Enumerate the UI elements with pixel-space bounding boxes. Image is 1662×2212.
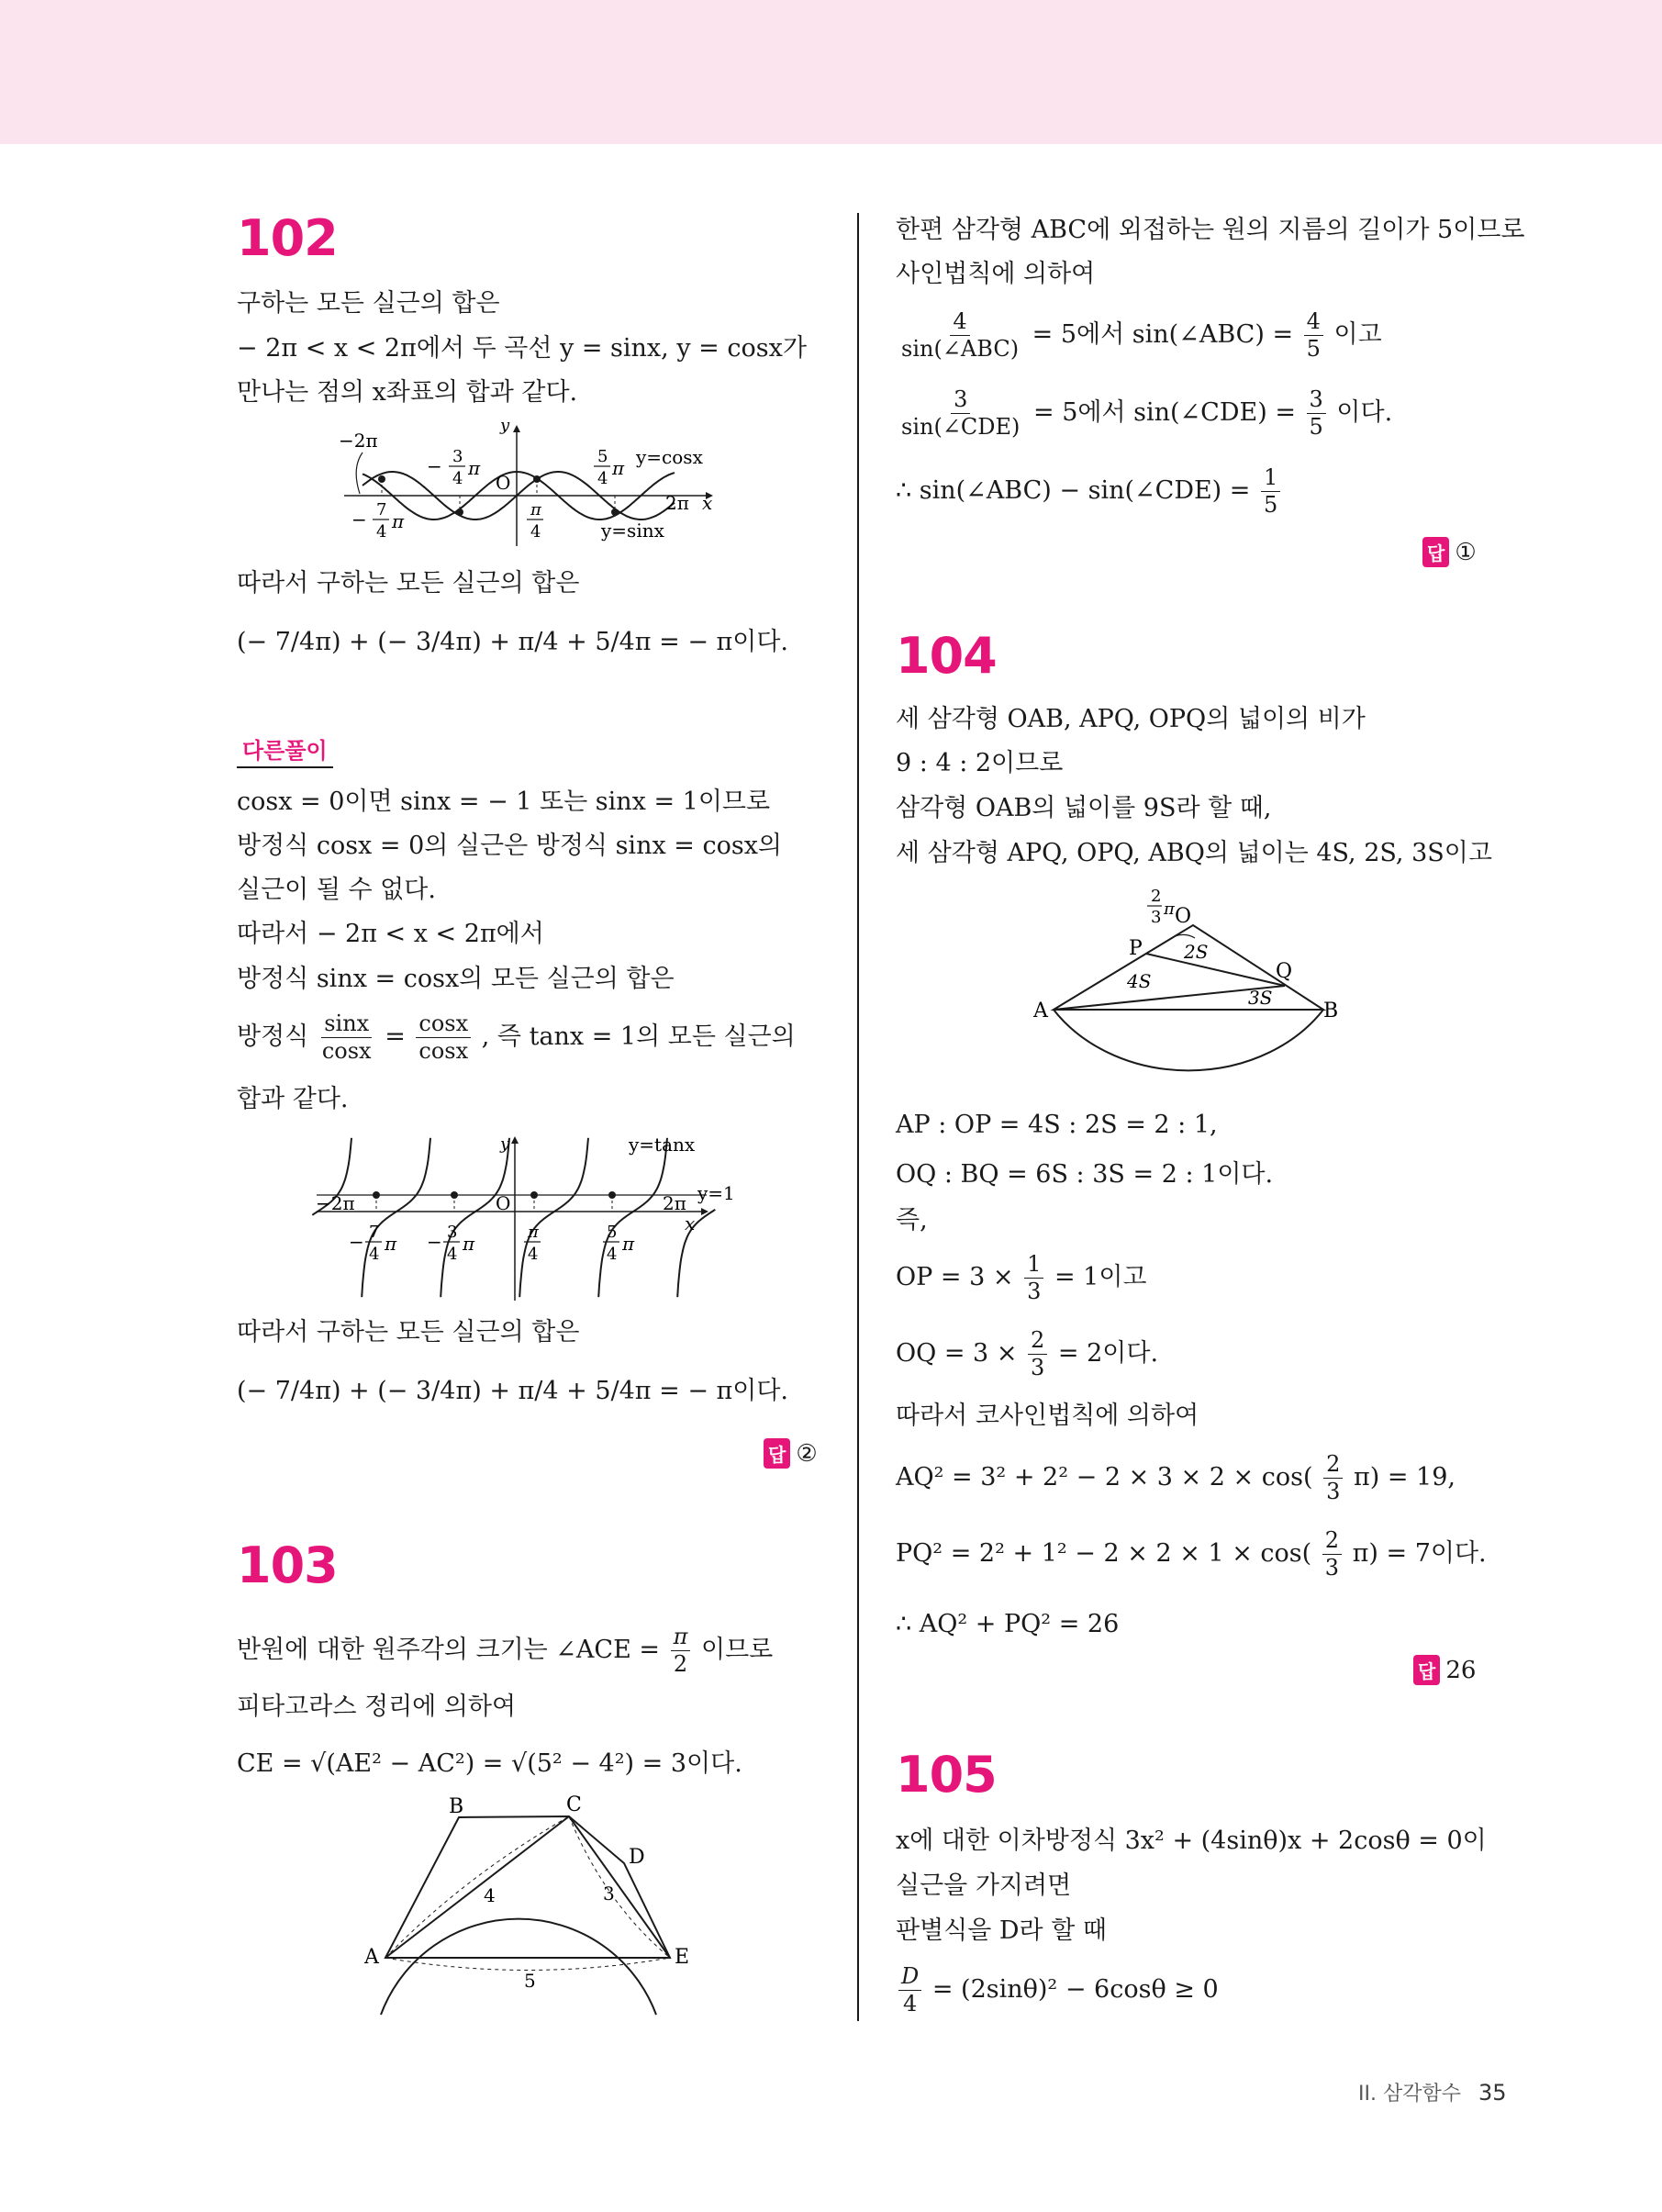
p104-line-4: 세 삼각형 APQ, OPQ, ABQ의 넓이는 4S, 2S, 3S이고 bbox=[896, 839, 1492, 867]
tan-graph bbox=[312, 1131, 753, 1305]
semicircle-arc bbox=[1054, 1010, 1323, 1070]
svg-text:−: − bbox=[427, 455, 442, 477]
y-axis-arrow bbox=[513, 425, 520, 432]
p102-line-1: 구하는 모든 실근의 합은 bbox=[237, 289, 500, 318]
alt-line-1: cosx = 0이면 sinx = − 1 또는 sinx = 1이므로 bbox=[237, 788, 771, 816]
p104-line-3: 삼각형 OAB의 넓이를 9S라 할 때, bbox=[896, 794, 1272, 822]
vertex-E: E bbox=[675, 1946, 690, 1969]
answer-badge: 답 bbox=[1413, 1655, 1440, 1685]
tan-branch bbox=[519, 1138, 588, 1297]
p104-line-1: 세 삼각형 OAB, APQ, OPQ의 넓이의 비가 bbox=[896, 705, 1366, 733]
svg-text:4: 4 bbox=[369, 1245, 380, 1264]
answer-value: ② bbox=[796, 1439, 818, 1468]
svg-text:4: 4 bbox=[528, 1245, 539, 1264]
p103-right-line-5: ∴ sin(∠ABC) − sin(∠CDE) = $\frac{1}{5}$ bbox=[896, 464, 1283, 519]
point-A: A bbox=[1033, 1000, 1048, 1022]
p104-line-8: OP = 3 × $\frac{1}{3}$ = 1이고 bbox=[896, 1250, 1147, 1304]
svg-text:π: π bbox=[622, 1233, 635, 1255]
point-P: P bbox=[1129, 937, 1143, 960]
y-1-label: y=1 bbox=[697, 1182, 735, 1204]
alt-line-5: 방정식 sinx = cosx의 모든 실근의 합은 bbox=[237, 965, 675, 993]
x-axis-label: x bbox=[702, 492, 713, 514]
answer-badge: 답 bbox=[1422, 537, 1449, 567]
origin-label: O bbox=[496, 472, 511, 494]
area-3S: 3S bbox=[1248, 987, 1273, 1009]
p103-line-3: CE = √(AE² − AC²) = √(5² − 4²) = 3이다. bbox=[237, 1749, 742, 1778]
answer-value: ① bbox=[1455, 538, 1477, 566]
tan-branch bbox=[677, 1210, 715, 1297]
y-sin-label: y=sinx bbox=[601, 519, 664, 542]
svg-text:4: 4 bbox=[597, 469, 608, 488]
point-Q: Q bbox=[1276, 960, 1293, 983]
svg-text:5: 5 bbox=[597, 447, 608, 466]
p104-line-13: ∴ AQ² + PQ² = 26 bbox=[896, 1610, 1120, 1638]
alt-line-4: 따라서 − 2π < x < 2π에서 bbox=[237, 920, 544, 948]
chapter-label: II. 삼각함수 bbox=[1358, 2083, 1461, 2106]
svg-text:4: 4 bbox=[376, 522, 387, 542]
tan-branch bbox=[362, 1138, 430, 1297]
svg-text:π: π bbox=[1164, 899, 1175, 919]
svg-text:−2π: −2π bbox=[316, 1192, 355, 1214]
p104-line-5: AP : OP = 4S : 2S = 2 : 1, bbox=[896, 1111, 1218, 1139]
area-2S: 2S bbox=[1184, 941, 1209, 963]
vertex-A: A bbox=[364, 1946, 379, 1969]
alt-line-3: 실근이 될 수 없다. bbox=[237, 876, 436, 904]
svg-text:7: 7 bbox=[369, 1223, 380, 1242]
answer-102 bbox=[764, 1438, 818, 1469]
svg-text:3: 3 bbox=[447, 1223, 458, 1242]
svg-text:−: − bbox=[427, 1231, 442, 1253]
alt-line-8: 따라서 구하는 모든 실근의 합은 bbox=[237, 1318, 580, 1346]
length-3: 3 bbox=[603, 1882, 615, 1905]
answer-104 bbox=[1413, 1655, 1476, 1685]
tan-branch bbox=[441, 1138, 509, 1297]
p104-line-6: OQ : BQ = 6S : 3S = 2 : 1이다. bbox=[896, 1160, 1274, 1189]
p105-line-4: $\frac{D}{4}$ = (2sinθ)² − 6cosθ ≥ 0 bbox=[896, 1962, 1219, 2017]
svg-text:4: 4 bbox=[447, 1245, 458, 1264]
svg-text:−: − bbox=[351, 508, 367, 531]
y-axis-label: y bbox=[500, 416, 510, 435]
p105-line-3: 판별식을 D라 할 때 bbox=[896, 1916, 1107, 1945]
column-divider bbox=[857, 213, 859, 2021]
p105-line-2: 실근을 가지려면 bbox=[896, 1871, 1072, 1900]
svg-text:π: π bbox=[528, 1223, 539, 1242]
svg-text:π: π bbox=[468, 457, 481, 479]
length-4: 4 bbox=[484, 1884, 496, 1906]
problem-number-104: 104 bbox=[896, 627, 997, 685]
alt-line-6: 방정식 $\frac{\sin x}{\cos x}$ = $\frac{\cos x}{\cos x}$ , 즉 tanx = 1의 모든 실근의 bbox=[237, 1010, 796, 1064]
svg-text:π: π bbox=[385, 1233, 397, 1255]
point-O: O bbox=[1175, 905, 1192, 928]
label-minus-2pi: −2π bbox=[339, 430, 378, 452]
answer-103 bbox=[1422, 537, 1477, 567]
y-cos-label: y=cosx bbox=[636, 446, 703, 468]
svg-text:π: π bbox=[392, 510, 405, 532]
problem-number-103: 103 bbox=[237, 1536, 338, 1594]
p104-line-2: 9 : 4 : 2이므로 bbox=[896, 749, 1064, 777]
problem-number-105: 105 bbox=[896, 1746, 997, 1804]
p105-line-1: x에 대한 이차방정식 3x² + (4sinθ)x + 2cosθ = 0이 bbox=[896, 1827, 1487, 1855]
p103-line-2: 피타고라스 정리에 의하여 bbox=[237, 1693, 517, 1721]
svg-text:2π: 2π bbox=[663, 1192, 686, 1214]
length-5: 5 bbox=[524, 1970, 536, 1992]
svg-text:x: x bbox=[685, 1212, 696, 1234]
answer-badge: 답 bbox=[764, 1438, 790, 1469]
svg-text:2π: 2π bbox=[665, 492, 689, 514]
p104-line-7: 즉, bbox=[896, 1206, 928, 1234]
page-footer bbox=[1358, 2078, 1507, 2106]
sin-cos-graph bbox=[335, 418, 730, 551]
y-tan-label: y=tanx bbox=[629, 1134, 696, 1156]
tan-branch bbox=[598, 1138, 667, 1297]
svg-text:4: 4 bbox=[607, 1245, 618, 1264]
circle-figure-103 bbox=[363, 1793, 690, 2019]
p102-line-2: − 2π < x < 2π에서 두 곡선 y = sinx, y = cosx가 bbox=[237, 334, 807, 363]
problem-number-102: 102 bbox=[237, 209, 338, 267]
svg-text:3: 3 bbox=[1151, 908, 1162, 927]
vertex-D: D bbox=[629, 1846, 645, 1869]
triangle-figure-104 bbox=[1028, 881, 1349, 1094]
alt-line-2: 방정식 cosx = 0의 실근은 방정식 sinx = cosx의 bbox=[237, 832, 783, 860]
svg-text:π: π bbox=[612, 457, 625, 479]
p104-line-12: PQ² = 2² + 1² − 2 × 2 × 1 × cos( $\frac{2}{3}$ π) = 7이다. bbox=[896, 1526, 1487, 1581]
svg-text:π: π bbox=[463, 1233, 475, 1255]
svg-text:5: 5 bbox=[607, 1223, 618, 1242]
p102-sum: (− 7/4π) + (− 3/4π) + π/4 + 5/4π = − π이다. bbox=[237, 628, 789, 656]
alternative-solution-label: 다른풀이 bbox=[237, 732, 333, 768]
svg-text:4: 4 bbox=[452, 469, 463, 488]
point-B: B bbox=[1323, 1000, 1339, 1022]
p102-line-3: 만나는 점의 x좌표의 합과 같다. bbox=[237, 378, 578, 407]
p103-right-line-2: 사인법칙에 의하여 bbox=[896, 260, 1096, 288]
p102-line-4: 따라서 구하는 모든 실근의 합은 bbox=[237, 569, 580, 598]
page-number: 35 bbox=[1478, 2080, 1507, 2106]
svg-text:7: 7 bbox=[376, 500, 387, 519]
p103-right-line-3: $\frac{4}{\text{sin(∠ABC)}}$ = 5에서 sin(∠ABC) = $\frac{4}{5}$ 이고 bbox=[901, 307, 1382, 362]
vertex-C: C bbox=[566, 1793, 582, 1816]
circle-arc bbox=[381, 1919, 656, 2015]
p103-right-line-4: $\frac{3}{\text{sin(∠CDE)}}$ = 5에서 sin(∠CDE) = $\frac{3}{5}$ 이다. bbox=[901, 385, 1393, 440]
p103-line-1: 반원에 대한 원주각의 크기는 ∠ACE = $\frac{\pi}{2}$ 이므로 bbox=[237, 1623, 774, 1677]
svg-text:y: y bbox=[500, 1134, 510, 1154]
p104-line-9: OQ = 3 × $\frac{2}{3}$ = 2이다. bbox=[896, 1326, 1159, 1380]
area-4S: 4S bbox=[1127, 970, 1152, 992]
tan-curves bbox=[312, 1138, 715, 1297]
p104-line-11: AQ² = 3² + 2² − 2 × 3 × 2 × cos( $\frac{2}{3}$ π) = 19, bbox=[896, 1450, 1456, 1504]
svg-text:−: − bbox=[349, 1231, 364, 1253]
svg-text:3: 3 bbox=[452, 447, 463, 466]
answer-value: 26 bbox=[1445, 1656, 1477, 1684]
p103-right-line-1: 한편 삼각형 ABC에 외접하는 원의 지름의 길이가 5이므로 bbox=[896, 216, 1525, 244]
svg-text:4: 4 bbox=[530, 522, 541, 542]
top-header-band bbox=[0, 0, 1662, 144]
alt-sum: (− 7/4π) + (− 3/4π) + π/4 + 5/4π = − π이다. bbox=[237, 1377, 789, 1405]
pentagon-ABCDE bbox=[385, 1816, 670, 1958]
alt-line-7: 합과 같다. bbox=[237, 1085, 349, 1113]
svg-text:π: π bbox=[530, 500, 541, 519]
p104-line-10: 따라서 코사인법칙에 의하여 bbox=[896, 1402, 1199, 1430]
vertex-B: B bbox=[449, 1795, 464, 1818]
svg-text:O: O bbox=[496, 1192, 511, 1214]
svg-text:2: 2 bbox=[1151, 887, 1162, 906]
